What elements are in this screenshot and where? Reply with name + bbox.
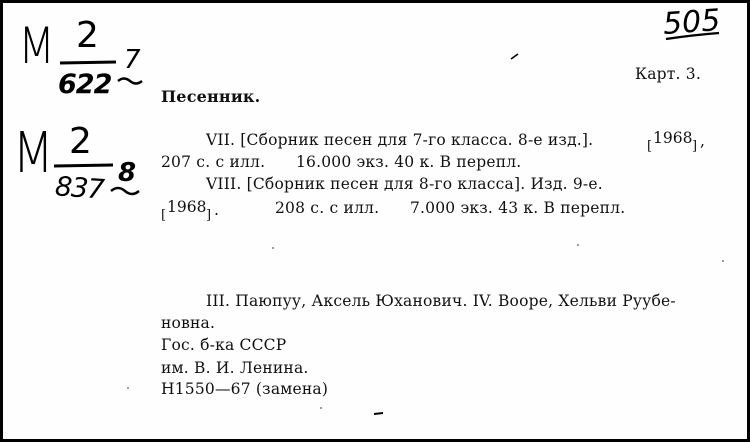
shelfmark-1-numerator: 2 [76,15,99,56]
stray-dot [127,387,129,389]
card-title: Песенник. [161,87,261,106]
entry-vii-line1: VII. [Сборник песен для 7-го класса. 8-е изд.]. [206,131,594,149]
shelfmark-1-prefix: М [18,17,55,75]
page-number-underline [666,33,719,39]
shelfmark-1-fraction-bar [60,62,116,63]
stray-dot [320,407,322,409]
handwritten-page-number: 505 [661,3,722,42]
imprint-line1: Гос. б-ка СССР [161,336,287,354]
entry-viii-year-trail: . [214,201,219,219]
stray-dot [722,260,724,262]
shelfmark-1-tilde [118,79,142,84]
entry-vii-year-value: 1968 [653,129,693,147]
shelfmark-2-numerator: 2 [69,121,92,162]
entry-viii-year-value: 1968 [167,198,207,216]
contributors-line2: новна. [161,314,216,332]
stray-mark [374,413,383,414]
entry-vii-year-trail: , [700,132,705,150]
stray-dot [272,247,274,249]
shelfmark-1-denominator: 622 [58,69,112,100]
entry-viii-line2: 208 с. с илл. 7.000 экз. 43 к. В перепл. [275,199,626,217]
entry-viii-line1: VIII. [Сборник песен для 8-го класса]. Изд. 9-е. [206,175,603,193]
card-number: Карт. 3. [635,65,701,83]
shelfmark-2-suffix: 8 [118,158,137,188]
shelfmark-1-suffix: 7 [124,45,141,75]
stray-dot [577,244,579,246]
imprint-line2: им. В. И. Ленина. [161,359,309,377]
stray-mark [511,54,518,59]
catalog-card: 505 М 2 622 7 М 2 837 8 Карт. 3. Песенник. VII. [Сборник песен для 7-го класса. 8-е изд.]. [ 1968 ] , 207 с. с илл. 16.000 экз. 40 к. В перепл. VIII. [Сборник песен для 8-го класса]. Изд. 9-е. [ 1968 ] . 208 с. с илл. 7.000 экз. 43 к. В перепл. III. Паюпуу, Аксель Юханович. IV. Вооре, Хельви Руубе- новна. Гос. б-ка СССР им. В. И. Ленина. Н1550—67 (замена) [0,0,750,442]
shelfmark-2-tilde [111,188,139,194]
shelfmark-2-denominator: 837 [53,171,105,206]
imprint-line3: Н1550—67 (замена) [161,380,329,398]
shelfmark-2-prefix: М [12,121,54,186]
entry-vii-line2: 207 с. с илл. 16.000 экз. 40 к. В перепл. [161,153,522,171]
contributors-line1: III. Паюпуу, Аксель Юханович. IV. Вооре, Хельви Руубе- [206,292,676,310]
shelfmark-2-fraction-bar [54,165,113,166]
